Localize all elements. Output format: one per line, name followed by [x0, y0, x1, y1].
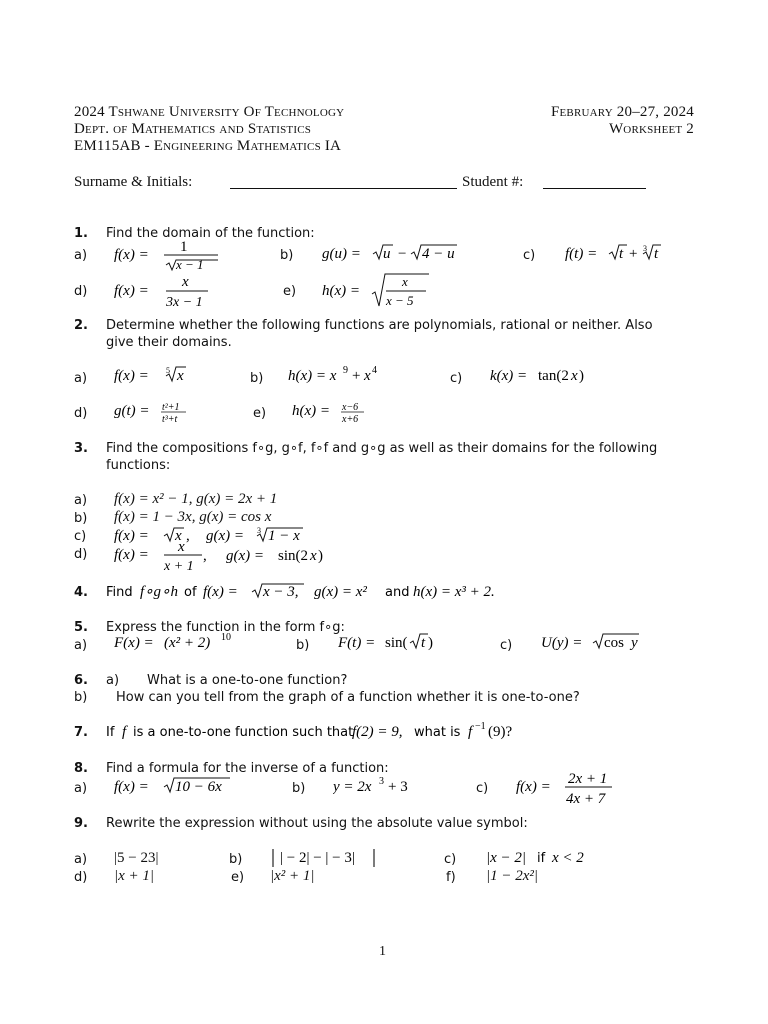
surname-label: Surname & Initials:: [74, 174, 193, 190]
svg-text:): ): [428, 635, 433, 651]
math-expression: [114, 538, 344, 578]
math-expression: [114, 364, 204, 392]
item-label: c): [444, 852, 457, 867]
svg-text:4 − u: 4 − u: [422, 246, 455, 262]
question-text: [106, 721, 546, 747]
item-label: b): [292, 781, 306, 796]
svg-text:3: 3: [643, 244, 647, 253]
math-expression: [114, 631, 244, 659]
question-text: Determine whether the following functions are polynomials, rational or neither. Also: [106, 318, 653, 333]
svg-text:F(t) =: F(t) =: [338, 635, 376, 651]
math-expression: [114, 399, 204, 431]
svg-text:f(2) = 9,: f(2) = 9,: [352, 724, 403, 740]
student-number-label: Student #:: [462, 174, 524, 190]
item-label: a): [74, 493, 88, 508]
math-expression: [322, 272, 432, 316]
svg-text:x: x: [177, 368, 184, 384]
math-expression: f(x) = 1 − 3x, g(x) = cos x: [114, 509, 272, 525]
question-number: 9.: [74, 816, 88, 831]
svg-text:(9)?: (9)?: [488, 724, 513, 740]
svg-text:y = 2x: y = 2x: [333, 779, 372, 795]
svg-text:f(x) =: f(x) =: [203, 584, 238, 600]
svg-text:U(y) =: U(y) =: [541, 635, 583, 651]
svg-text:is a one-to-one function such: is a one-to-one function such that: [133, 725, 354, 740]
svg-text:x: x: [175, 528, 182, 544]
svg-text:x: x: [571, 368, 578, 384]
svg-text:if: if: [537, 851, 546, 866]
math-expression: [292, 399, 382, 431]
svg-text:10: 10: [221, 632, 231, 643]
question-number: 3.: [74, 441, 88, 456]
math-expression: [114, 274, 214, 314]
item-label: c): [450, 371, 463, 386]
svg-text:f(x) =: f(x) =: [516, 779, 551, 795]
svg-text:f(x) =: f(x) =: [114, 368, 149, 384]
item-label: b): [280, 248, 294, 263]
svg-text:cos: cos: [604, 635, 624, 651]
item-label: b): [229, 852, 243, 867]
svg-text:): ): [579, 368, 584, 384]
svg-text:h(x) = x³ + 2.: h(x) = x³ + 2.: [413, 584, 495, 600]
worksheet-dates: February 20–27, 2024: [550, 104, 694, 120]
question-text: [106, 581, 526, 607]
item-label: a): [106, 673, 120, 688]
svg-text:x − 5: x − 5: [386, 293, 414, 308]
course-name: EM115AB - Engineering Mathematics IA: [74, 138, 342, 154]
math-expression: [338, 631, 448, 659]
student-number-field[interactable]: [543, 188, 646, 189]
math-expression: [565, 242, 675, 270]
item-label: e): [253, 406, 267, 421]
question-text: functions:: [106, 458, 171, 473]
svg-text:y: y: [631, 635, 638, 651]
item-label: e): [231, 870, 245, 885]
svg-text:t³+t: t³+t: [162, 414, 178, 425]
question-number: 7.: [74, 725, 88, 740]
svg-text:t²+1: t²+1: [162, 402, 180, 413]
svg-text:3: 3: [379, 776, 384, 787]
page-number: 1: [379, 944, 386, 959]
svg-text:x < 2: x < 2: [552, 850, 584, 866]
svg-text:| − 2| − | − 3|: | − 2| − | − 3|: [280, 850, 355, 866]
question-number: 6.: [74, 673, 88, 688]
svg-text:Find: Find: [106, 585, 133, 600]
item-label: b): [296, 638, 310, 653]
svg-text:2x + 1: 2x + 1: [568, 771, 608, 787]
svg-text:x: x: [364, 368, 371, 384]
item-label: a): [74, 781, 88, 796]
svg-text:g(x) = x²: g(x) = x²: [314, 584, 367, 600]
department-name: Dept. of Mathematics and Statistics: [74, 121, 312, 137]
svg-text:g(x) =: g(x) =: [206, 528, 245, 544]
item-label: a): [74, 371, 88, 386]
svg-text:5: 5: [166, 366, 170, 375]
svg-text:g(x) =: g(x) =: [226, 548, 265, 564]
svg-text:f(x) =: f(x) =: [114, 528, 149, 544]
question-text: How can you tell from the graph of a function whether it is one-to-one?: [116, 690, 580, 705]
svg-text:g(t) =: g(t) =: [114, 403, 150, 419]
math-expression: [288, 364, 398, 392]
svg-text:−1: −1: [475, 721, 486, 732]
svg-text:|x − 2|: |x − 2|: [486, 850, 527, 866]
svg-text:sin(: sin(: [385, 635, 408, 651]
svg-text:3x − 1: 3x − 1: [166, 295, 203, 310]
item-label: d): [74, 870, 88, 885]
svg-text:h(x) =: h(x) =: [322, 283, 361, 299]
svg-text:+ 3: + 3: [388, 779, 408, 795]
svg-text:and: and: [385, 585, 410, 600]
item-label: a): [74, 638, 88, 653]
question-text: Express the function in the form f∘g:: [106, 620, 345, 635]
math-expression: [490, 364, 600, 392]
svg-text:1 − x: 1 − x: [268, 528, 300, 544]
svg-text:x: x: [178, 539, 185, 555]
question-number: 8.: [74, 761, 88, 776]
item-label: c): [523, 248, 536, 263]
math-expression: |1 − 2x²|: [486, 868, 539, 884]
svg-text:u: u: [383, 246, 391, 262]
math-expression: f(x) = x² − 1, g(x) = 2x + 1: [114, 491, 278, 507]
question-number: 1.: [74, 226, 88, 241]
svg-text:,: ,: [186, 528, 190, 544]
svg-text:h(x) =: h(x) =: [292, 403, 331, 419]
surname-field[interactable]: [230, 188, 457, 189]
svg-text:t: t: [654, 246, 659, 262]
question-number: 2.: [74, 318, 88, 333]
item-label: d): [74, 284, 88, 299]
svg-text:3: 3: [257, 526, 261, 535]
svg-text:10 − 6x: 10 − 6x: [175, 779, 222, 795]
question-number: 5.: [74, 620, 88, 635]
math-expression: [333, 775, 433, 803]
svg-text:): ): [318, 548, 323, 564]
svg-text:f(x) =: f(x) =: [114, 779, 149, 795]
svg-text:tan(2: tan(2: [538, 368, 569, 384]
item-label: a): [74, 248, 88, 263]
svg-text:x − 1: x − 1: [176, 257, 204, 272]
question-text: Find a formula for the inverse of a function:: [106, 761, 389, 776]
svg-text:f: f: [122, 724, 127, 740]
svg-text:x − 3,: x − 3,: [263, 584, 299, 600]
question-text: Find the domain of the function:: [106, 226, 315, 241]
item-label: e): [283, 284, 297, 299]
svg-text:x: x: [402, 274, 408, 289]
svg-text:t: t: [619, 246, 624, 262]
svg-text:x: x: [310, 548, 317, 564]
item-label: d): [74, 406, 88, 421]
svg-text:x−6: x−6: [342, 402, 359, 413]
svg-text:,: ,: [203, 548, 207, 564]
svg-text:F(x) =: F(x) =: [114, 635, 154, 651]
question-text: give their domains.: [106, 335, 232, 350]
svg-text:4x + 7: 4x + 7: [566, 791, 606, 807]
question-number: 4.: [74, 585, 88, 600]
svg-text:t: t: [421, 635, 426, 651]
svg-text:4: 4: [372, 365, 377, 376]
math-expression: |5 − 23|: [114, 850, 159, 866]
item-label: c): [476, 781, 489, 796]
item-label: c): [500, 638, 513, 653]
university-name: 2024 Tshwane University Of Technology: [74, 104, 345, 120]
svg-text:f(t) =: f(t) =: [565, 246, 598, 262]
svg-text:x: x: [182, 274, 189, 290]
svg-text:h(x) = x: h(x) = x: [288, 368, 337, 384]
svg-text:sin(2: sin(2: [278, 548, 308, 564]
svg-text:what is: what is: [414, 725, 461, 740]
item-label: d): [74, 547, 88, 562]
item-label: a): [74, 852, 88, 867]
worksheet-number: Worksheet 2: [608, 121, 694, 137]
math-expression: |x² + 1|: [270, 868, 315, 884]
math-expression: [114, 238, 224, 278]
svg-text:1: 1: [180, 239, 188, 255]
svg-text:f(x) =: f(x) =: [114, 547, 149, 563]
svg-text:If: If: [106, 725, 115, 740]
svg-text:(x² + 2): (x² + 2): [164, 635, 211, 651]
math-expression: [541, 631, 651, 659]
svg-text:9: 9: [343, 365, 348, 376]
svg-text:−: −: [398, 246, 407, 262]
svg-text:f(x) =: f(x) =: [114, 283, 149, 299]
question-text: Find the compositions f∘g, g∘f, f∘f and g∘g as well as their domains for the following: [106, 441, 658, 456]
item-label: f): [446, 870, 456, 885]
svg-text:x+6: x+6: [342, 414, 359, 425]
math-expression: [516, 768, 626, 812]
math-expression: [114, 775, 244, 803]
question-text: Rewrite the expression without using the absolute value symbol:: [106, 816, 528, 831]
item-label: b): [250, 371, 264, 386]
svg-text:f∘g∘h: f∘g∘h: [140, 584, 178, 600]
item-label: b): [74, 690, 88, 705]
svg-text:x + 1: x + 1: [164, 559, 194, 574]
math-expression: |x + 1|: [114, 868, 155, 884]
svg-text:f(x) =: f(x) =: [114, 247, 149, 263]
question-text: What is a one-to-one function?: [147, 673, 348, 688]
math-expression: [322, 242, 467, 270]
svg-text:k(x) =: k(x) =: [490, 368, 528, 384]
svg-text:f: f: [468, 724, 473, 740]
svg-text:of: of: [184, 585, 197, 600]
svg-text:+: +: [352, 368, 361, 384]
svg-text:g(u) =: g(u) =: [322, 246, 361, 262]
item-label: b): [74, 511, 88, 526]
item-label: c): [74, 529, 87, 544]
svg-text:+: +: [629, 246, 638, 262]
